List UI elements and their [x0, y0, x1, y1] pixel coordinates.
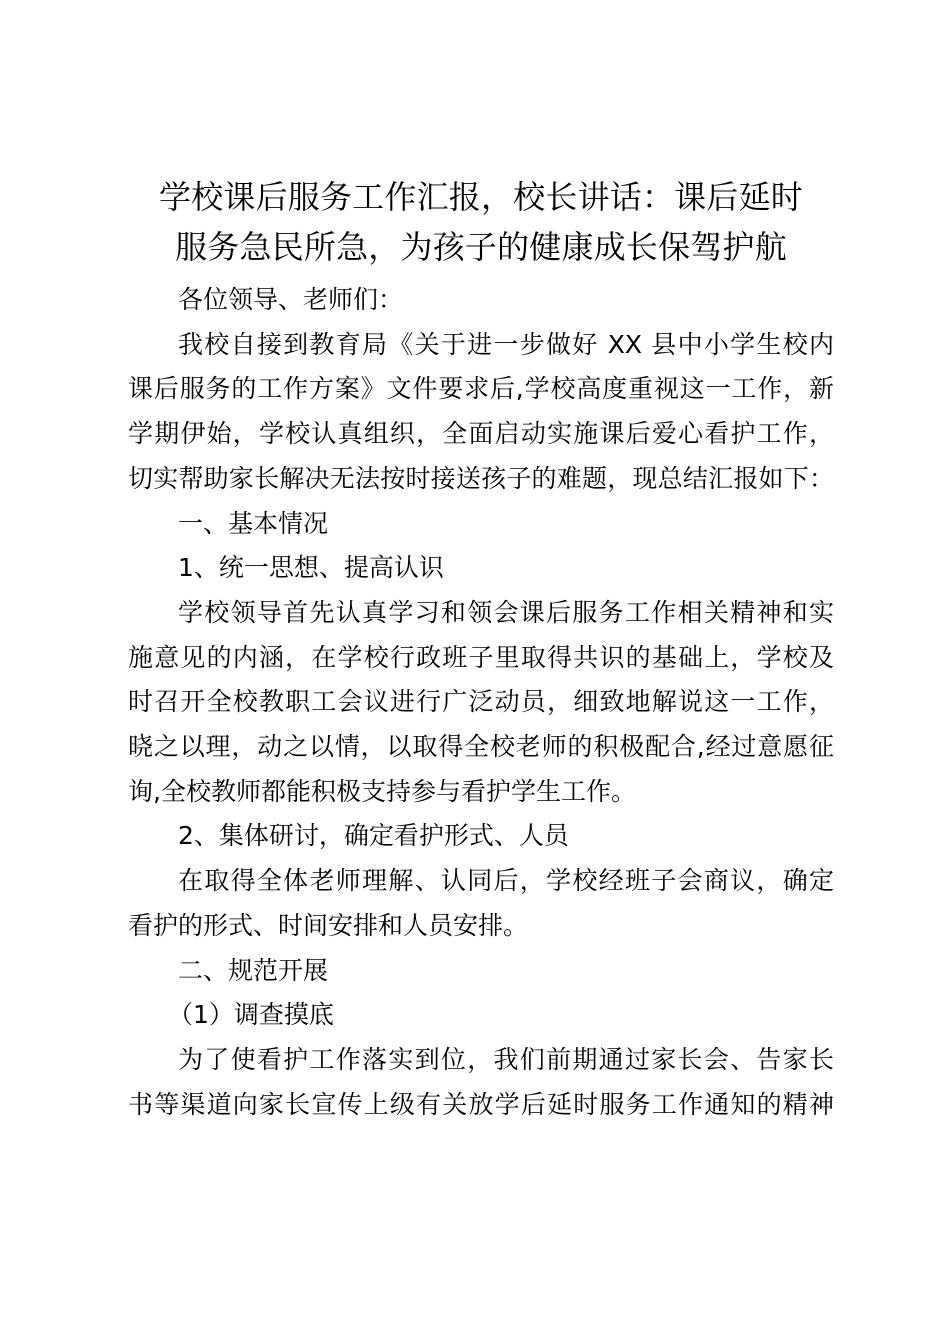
sub1-line-5: 询,全校教师都能积极支持参与看护学生工作。: [128, 776, 636, 806]
sub2-line-2: 看护的形式、时间安排和人员安排。: [128, 910, 529, 940]
sub1-line-1: 学校领导首先认真学习和领会课后服务工作相关精神和实: [178, 597, 834, 627]
intro-paragraph: [128, 323, 834, 502]
sub1-line-2: 施意见的内涵，在学校行政班子里取得共识的基础上，学校及: [128, 642, 834, 672]
subheading-collective-study: 2、集体研讨，确定看护形式、人员: [178, 821, 569, 851]
title-line-1: 学校课后服务工作汇报，校长讲话：课后延时: [158, 178, 803, 216]
intro-line-2: 课后服务的工作方案》文件要求后,学校高度重视这一工作，新: [128, 374, 834, 404]
subheading-unify-thinking: 1、统一思想、提高认识: [178, 553, 444, 583]
document-body: [128, 278, 834, 1127]
document-title: [128, 172, 834, 272]
sub1-line-3: 时召开全校教职工会议进行广泛动员，细致地解说这一工作，: [128, 687, 834, 717]
section-heading-standardize: 二、规范开展: [178, 955, 329, 985]
intro-line-4: 切实帮助家长解决无法按时接送孩子的难题，现总结汇报如下：: [128, 463, 834, 493]
subheading-survey: （1）调查摸底: [168, 1000, 334, 1030]
greeting: 各位领导、老师们：: [178, 285, 404, 314]
paragraph-unify-thinking: [128, 591, 834, 815]
paragraph-survey: [128, 1038, 834, 1127]
sub1-line-4: 晓之以理，动之以情，以取得全校老师的积极配合,经过意愿征: [128, 732, 834, 762]
title-line-2: 服务急民所急，为孩子的健康成长保驾护航: [175, 228, 787, 266]
sub3-line-1: 为了使看护工作落实到位，我们前期通过家长会、告家长: [178, 1044, 834, 1074]
sub3-line-2: 书等渠道向家长宣传上级有关放学后延时服务工作通知的精神: [128, 1089, 834, 1119]
intro-line-1: 我校自接到教育局《关于进一步做好 XX 县中小学生校内: [178, 329, 834, 359]
paragraph-collective-study: [128, 859, 834, 948]
intro-line-3: 学期伊始，学校认真组织，全面启动实施课后爱心看护工作，: [128, 419, 834, 449]
sub2-line-1: 在取得全体老师理解、认同后，学校经班子会商议，确定: [178, 866, 834, 896]
section-heading-basic: 一、基本情况: [178, 508, 329, 538]
document-page: [128, 172, 834, 1127]
